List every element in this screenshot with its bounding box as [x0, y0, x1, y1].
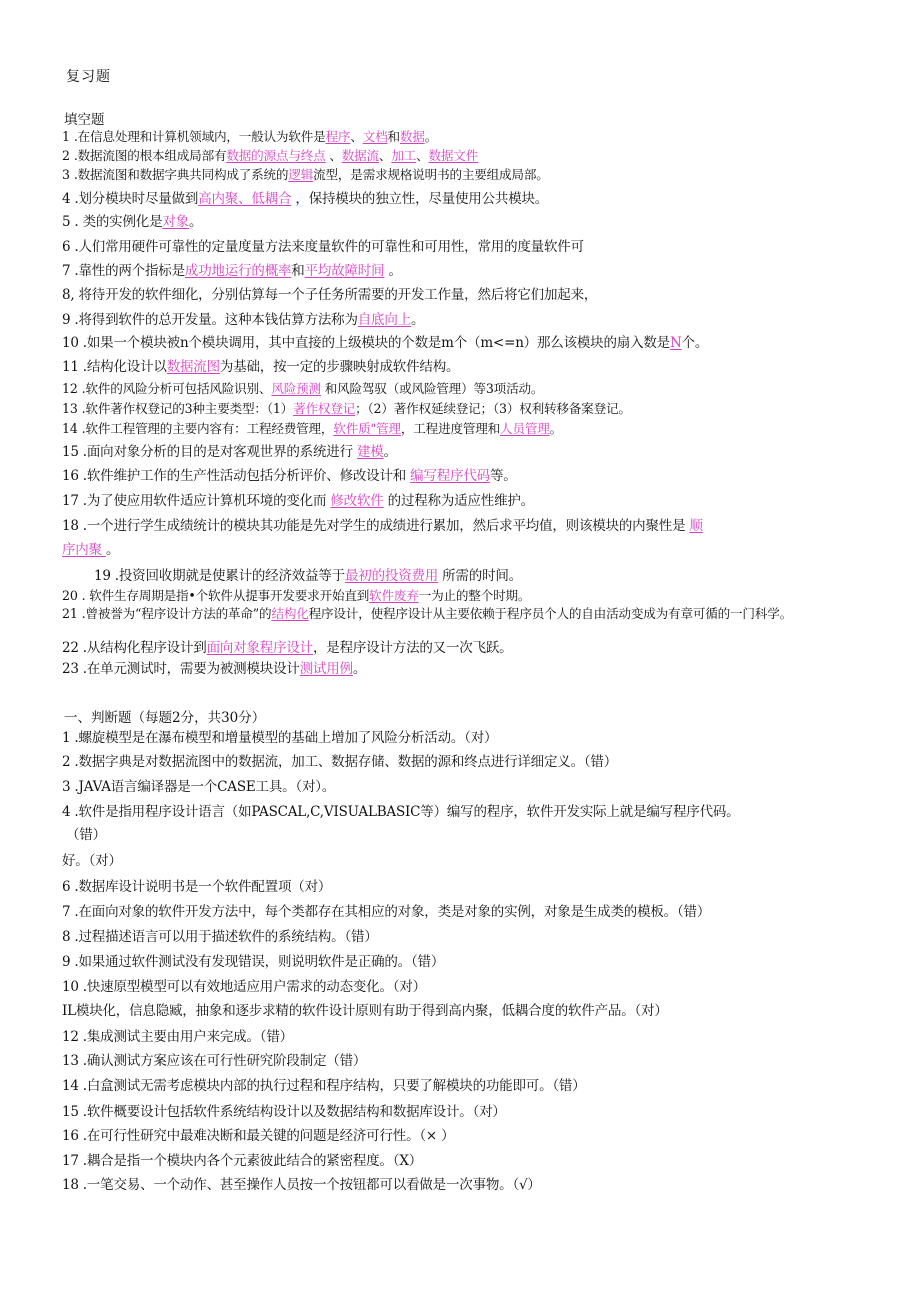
question-number: 9 — [62, 312, 71, 328]
question-number: 12 — [62, 1029, 79, 1045]
question-number: 3 — [62, 779, 71, 795]
question-text: 。 — [383, 444, 397, 460]
question-number: 12 — [62, 381, 78, 396]
question-text: .投资回收期就是使累计的经济效益等于 — [114, 568, 345, 584]
answer-blank: 软件废弃 — [369, 588, 419, 603]
question-text: 和 — [291, 263, 305, 279]
answer-blank: 测试用例 — [299, 661, 353, 677]
answer-blank: 序内聚 — [62, 542, 106, 558]
question-text: 、 — [416, 148, 429, 163]
judge-question-13 — [62, 1028, 862, 1046]
question-text: .在面向对象的软件开发方法中，每个类都存在其相应的对象，类是对象的实例，对象是生成类的模板。（错） — [74, 904, 711, 920]
fill-question-14 — [62, 420, 862, 438]
question-text: .为了使应用软件适应计算机环境的变化而 — [82, 493, 331, 509]
fill-question-2 — [62, 147, 862, 165]
question-text: .人们常用硬件可靠性的定量度量方法来度量软件的可靠性和可用性，常用的度量软件可 — [74, 239, 584, 255]
question-text: .数据流图和数据字典共同构成了系统的 — [73, 167, 289, 182]
question-number: 7 — [62, 904, 71, 920]
fill-question-16 — [62, 467, 862, 485]
fill-question-13 — [62, 400, 862, 418]
question-text: .结构化设计以 — [82, 359, 167, 375]
answer-blank: 结构化 — [271, 606, 309, 621]
question-text: 和风险驾驭（或风险管理）等3项活动。 — [320, 381, 544, 396]
question-number: 17 — [62, 1153, 79, 1169]
judge-question-7 — [62, 878, 862, 896]
question-number: 13 — [62, 1053, 79, 1069]
question-number: 10 — [62, 335, 79, 351]
question-number: 16 — [62, 1128, 79, 1144]
question-text: .如果通过软件测试没有发现错误，则说明软件是正确的。（错） — [74, 954, 445, 970]
fill-question-6 — [62, 238, 862, 256]
question-text: 所需的时间。 — [438, 568, 522, 584]
answer-blank: 数据流图 — [166, 359, 220, 375]
question-number: 3 — [62, 167, 70, 182]
question-text: （错） — [66, 827, 106, 843]
question-text: 将待开发的软件细化，分别估算每一个子任务所需要的开发工作量，然后将它们加起来， — [78, 287, 598, 303]
answer-blank: 顺 — [689, 518, 703, 534]
judge-question-17 — [62, 1127, 862, 1145]
answer-blank: N — [670, 335, 682, 351]
judge-question-1 — [62, 729, 862, 747]
fill-question-12 — [62, 380, 862, 398]
answer-blank: 数据 — [399, 129, 425, 144]
question-number: 18 — [62, 518, 79, 534]
question-text: .软件著作权登记的3种主要类型：（1） — [81, 401, 294, 416]
question-number: 1 — [62, 129, 70, 144]
fill-question-1 — [62, 128, 862, 146]
question-number: 20 — [62, 588, 78, 603]
question-text: .数据库设计说明书是一个软件配置项（对） — [74, 879, 332, 895]
question-text: .快速原型模型可以有效地适应用户需求的动态变化。（对） — [82, 979, 426, 995]
question-text: 。 — [384, 263, 402, 279]
question-number: 7 — [62, 263, 71, 279]
fill-question-21 — [62, 587, 862, 605]
question-number: 10 — [62, 979, 79, 995]
fill-question-17 — [62, 492, 862, 510]
question-number: 8 — [62, 929, 71, 945]
question-text: 好。（对） — [62, 853, 122, 869]
question-text: .软件概要设计包括软件系统结构设计以及数据结构和数据库设计。（对） — [82, 1104, 506, 1120]
question-text: 个。 — [681, 335, 709, 351]
answer-blank: 高内聚、低耦合 — [198, 191, 292, 207]
question-number: 2 — [62, 754, 71, 770]
question-number: 13 — [62, 401, 78, 416]
question-text: 、 — [378, 148, 392, 163]
question-text: 。 — [424, 129, 438, 144]
answer-blank: 软件质"管理 — [333, 421, 401, 436]
question-text: .面向对象分析的目的是对客观世界的系统进行 — [82, 444, 357, 460]
answer-blank: 数据流 — [341, 148, 379, 163]
answer-blank: 逻辑 — [288, 167, 314, 182]
judge-question-19 — [62, 1176, 862, 1194]
question-text: 程序设计，使程序设计从主要依赖于程序员个人的自由活动变成为有章可循的一门科学。 — [308, 606, 792, 621]
question-text: 流型，是需求规格说明书的主要组成局部。 — [313, 167, 549, 182]
fill-section-header: 填空题 — [64, 112, 105, 128]
question-text: .软件维护工作的生产性活动包括分析评价、修改设计和 — [82, 468, 411, 484]
fill-question-10 — [62, 334, 862, 352]
question-text: .数据字典是对数据流图中的数据流，加工、数据存储、数据的源和终点进行详细定义。（错） — [74, 754, 618, 770]
fill-question-20 — [94, 567, 894, 585]
question-text: 和 — [387, 129, 400, 144]
question-number: 23 — [62, 661, 79, 677]
fill-question-4 — [62, 190, 862, 208]
question-text: .软件工程管理的主要内容有：工程经费管理， — [81, 421, 334, 436]
fill-question-15 — [62, 443, 862, 461]
judge-question-4 — [62, 803, 862, 821]
question-text: 为基础，按一定的步骤映射成软件结构。 — [219, 359, 460, 375]
question-number: 18 — [62, 1177, 79, 1193]
question-text: 的过程称为适应性维护。 — [383, 493, 534, 509]
answer-blank: 对象 — [162, 214, 189, 230]
question-text: .集成测试主要由用户来完成。（错） — [82, 1029, 293, 1045]
answer-blank: 文档 — [362, 129, 388, 144]
question-text: ，是程序设计方法的又一次飞跃。 — [312, 640, 513, 656]
fill-question-5 — [62, 213, 862, 231]
answer-blank: 编写程序代码 — [410, 468, 490, 484]
fill-question-22 — [62, 605, 862, 623]
fill-question-18 — [62, 517, 862, 535]
fill-question-7 — [62, 262, 862, 280]
question-text: .如果一个模块被n个模块调用，其中直接的上级模块的个数是m个（m<=n）那么该模块的扇入数是 — [82, 335, 670, 351]
question-number: 6 — [62, 239, 71, 255]
judge-question-12 — [62, 1002, 862, 1020]
question-text: .数据流图的根本组成局部有 — [73, 148, 227, 163]
question-text: .一笔交易、一个动作、甚至操作人员按一个按钮都可以看做是一次事物。（√） — [82, 1177, 541, 1193]
question-text: 、 — [350, 129, 363, 144]
doc-title: 复习题 — [66, 69, 111, 85]
question-number: 22 — [62, 640, 79, 656]
question-text: 一为止的整个时期。 — [418, 588, 531, 603]
question-number: 2 — [62, 148, 70, 163]
question-text: .将得到软件的总开发量。这种本钱估算方法称为 — [74, 312, 358, 328]
question-text: 。 — [549, 421, 563, 436]
answer-blank: 程序 — [325, 129, 351, 144]
judge-question-5 — [66, 826, 866, 844]
fill-question-3 — [62, 166, 862, 184]
question-number: 14 — [62, 1078, 79, 1094]
fill-question-9 — [62, 311, 862, 329]
question-number: 1 — [62, 730, 71, 746]
fill-question-11 — [62, 358, 862, 376]
question-text: .一个进行学生成绩统计的模块其功能是先对学生的成绩进行累加，然后求平均值，则该模块的内聚性是 — [82, 518, 690, 534]
question-number: 5 — [62, 214, 71, 230]
question-text: ，工程进度管理和 — [400, 421, 501, 436]
judge-question-15 — [62, 1077, 862, 1095]
question-text: 。 — [411, 312, 425, 328]
judge-question-11 — [62, 978, 862, 996]
question-number: 4 — [62, 804, 71, 820]
question-text: .划分模块时尽量做到 — [74, 191, 199, 207]
answer-blank: 风险预测 — [271, 381, 321, 396]
judge-question-6 — [62, 852, 862, 870]
question-text: .从结构化程序设计到 — [82, 640, 207, 656]
question-text: .过程描述语言可以用于描述软件的系统结构。（错） — [74, 929, 378, 945]
answer-blank: 修改软件 — [330, 493, 384, 509]
answer-blank: 平均故障时间 — [304, 263, 385, 279]
answer-blank: 著作权登记 — [293, 401, 356, 416]
judge-question-3 — [62, 778, 862, 796]
question-text: ；（2）著作权延续登记；（3）权利转移备案登记。 — [355, 401, 631, 416]
fill-question-8 — [62, 286, 862, 304]
question-text: 。 — [188, 214, 203, 230]
question-text: .耦合是指一个模块内各个元素彼此结合的紧密程度。（X） — [82, 1153, 423, 1169]
fill-question-23 — [62, 640, 852, 656]
judge-question-8 — [62, 903, 862, 921]
question-number: 11 — [62, 359, 79, 375]
judge-question-9 — [62, 928, 862, 946]
question-number: 15 — [62, 1104, 79, 1120]
judge-section-header: 一、判断题（每题2分，共30分） — [64, 710, 266, 726]
answer-blank: 数据文件 — [428, 148, 479, 163]
question-text: .软件是指用程序设计语言（如PASCAL,C,VISUALBASIC等）编写的程序，软件开发实际上就是编写程序代码。 — [74, 804, 740, 820]
question-number: 14 — [62, 421, 78, 436]
judge-question-14 — [62, 1052, 862, 1070]
question-text: .靠性的两个指标是 — [74, 263, 185, 279]
question-text: .曾被誉为“程序设计方法的革命”的 — [81, 606, 272, 621]
question-text: .软件的风险分析可包括风险识别、 — [81, 381, 272, 396]
question-number: 4 — [62, 191, 71, 207]
answer-blank: 人员管理 — [500, 421, 550, 436]
question-text: ，保持模块的独立性，尽量使用公共模块。 — [291, 191, 549, 207]
question-text: . 软件生存周期是指•个软件从提事开发要求开始直到 — [81, 588, 370, 603]
question-text: 。 — [106, 542, 120, 558]
question-number: 16 — [62, 468, 79, 484]
answer-blank: 加工 — [391, 148, 417, 163]
question-number: 6 — [62, 879, 71, 895]
fill-question-24 — [62, 660, 862, 678]
judge-question-16 — [62, 1103, 862, 1121]
question-text: .在可行性研究中最难决断和最关键的问题是经济可行性。（× ） — [82, 1128, 455, 1144]
judge-question-2 — [62, 753, 862, 771]
question-text: 、 — [325, 148, 342, 163]
answer-blank: 面向对象程序设计 — [206, 640, 313, 656]
answer-blank: 建模 — [356, 444, 384, 460]
question-text: 等。 — [489, 468, 517, 484]
answer-blank: 最初的投资费用 — [344, 568, 439, 584]
question-text: 。 — [352, 661, 367, 677]
answer-blank: 自底向上 — [357, 312, 411, 328]
question-number: 9 — [62, 954, 71, 970]
judge-question-18 — [62, 1152, 862, 1170]
question-text: . 类的实例化是 — [74, 214, 163, 230]
fill-question-19 — [62, 541, 862, 559]
judge-question-10 — [62, 953, 862, 971]
question-number: 8, — [62, 287, 75, 303]
question-number: 17 — [62, 493, 79, 509]
question-text: .螺旋模型是在瀑布模型和增量模型的基础上增加了风险分析活动。（对） — [74, 730, 498, 746]
answer-blank: 成功地运行的概率 — [184, 263, 292, 279]
question-text: .在信息处理和计算机领域内，一般认为软件是 — [73, 129, 326, 144]
question-text: .确认测试方案应该在可行性研究阶段制定（错） — [82, 1053, 367, 1069]
answer-blank: 数据的源点与终点 — [226, 148, 326, 163]
question-number: 19 — [94, 568, 111, 584]
question-text: .白盒测试无需考虑模块内部的执行过程和程序结构，只要了解模块的功能即可。（错） — [82, 1078, 586, 1094]
question-number: 21 — [62, 606, 78, 621]
question-number: 15 — [62, 444, 79, 460]
question-text: .JAVA语言编译器是一个CASE工具。（对）。 — [74, 779, 336, 795]
question-text: .在单元测试时，需要为被测模块设计 — [82, 661, 300, 677]
question-text: IL模块化，信息隐臧，抽象和逐步求精的软件设计原则有助于得到高内聚，低耦合度的软件产品。（对） — [62, 1003, 668, 1019]
